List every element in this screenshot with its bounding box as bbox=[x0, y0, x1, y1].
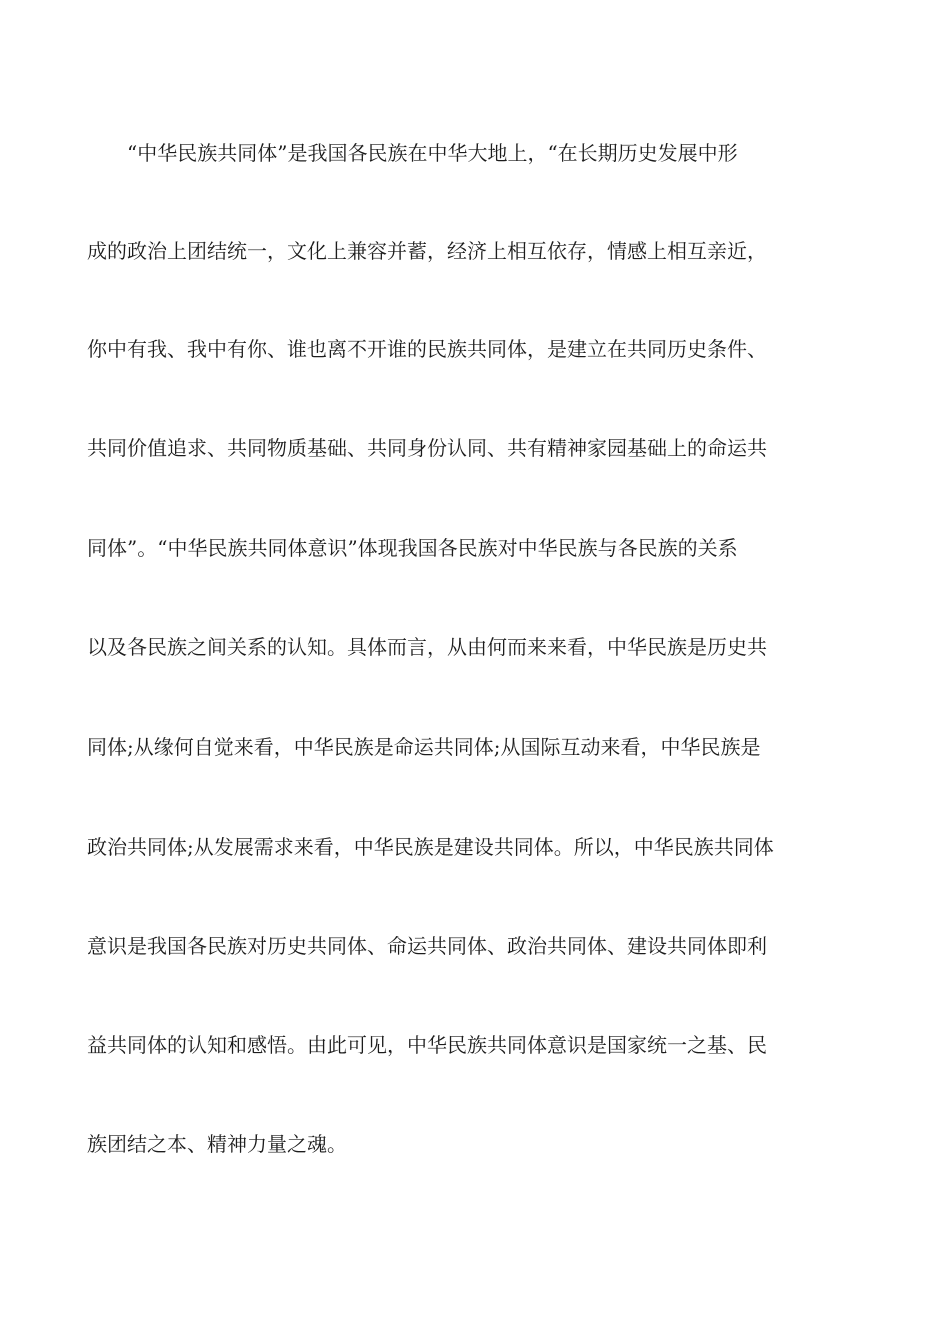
paragraph-line-5: 同体”。“中华民族共同体意识”体现我国各民族对中华民族与各民族的关系 bbox=[87, 536, 738, 560]
paragraph-line-3: 你中有我、我中有你、谁也离不开谁的民族共同体，是建立在共同历史条件、 bbox=[87, 337, 767, 361]
paragraph-line-9: 意识是我国各民族对历史共同体、命运共同体、政治共同体、建设共同体即利 bbox=[87, 934, 767, 958]
paragraph-line-11: 族团结之本、精神力量之魂。 bbox=[87, 1132, 347, 1156]
paragraph-line-10: 益共同体的认知和感悟。由此可见，中华民族共同体意识是国家统一之基、民 bbox=[87, 1033, 767, 1057]
paragraph-line-4: 共同价值追求、共同物质基础、共同身份认同、共有精神家园基础上的命运共 bbox=[87, 436, 767, 460]
paragraph-line-2: 成的政治上团结统一，文化上兼容并蓄，经济上相互依存，情感上相互亲近， bbox=[87, 239, 767, 263]
paragraph-line-1: “中华民族共同体”是我国各民族在中华大地上，“在长期历史发展中形 bbox=[87, 141, 738, 165]
paragraph-line-8: 政治共同体;从发展需求来看，中华民族是建设共同体。所以，中华民族共同体 bbox=[87, 835, 774, 859]
paragraph-line-6: 以及各民族之间关系的认知。具体而言，从由何而来来看，中华民族是历史共 bbox=[87, 635, 767, 659]
paragraph-line-7: 同体;从缘何自觉来看，中华民族是命运共同体;从国际互动来看，中华民族是 bbox=[87, 735, 761, 759]
